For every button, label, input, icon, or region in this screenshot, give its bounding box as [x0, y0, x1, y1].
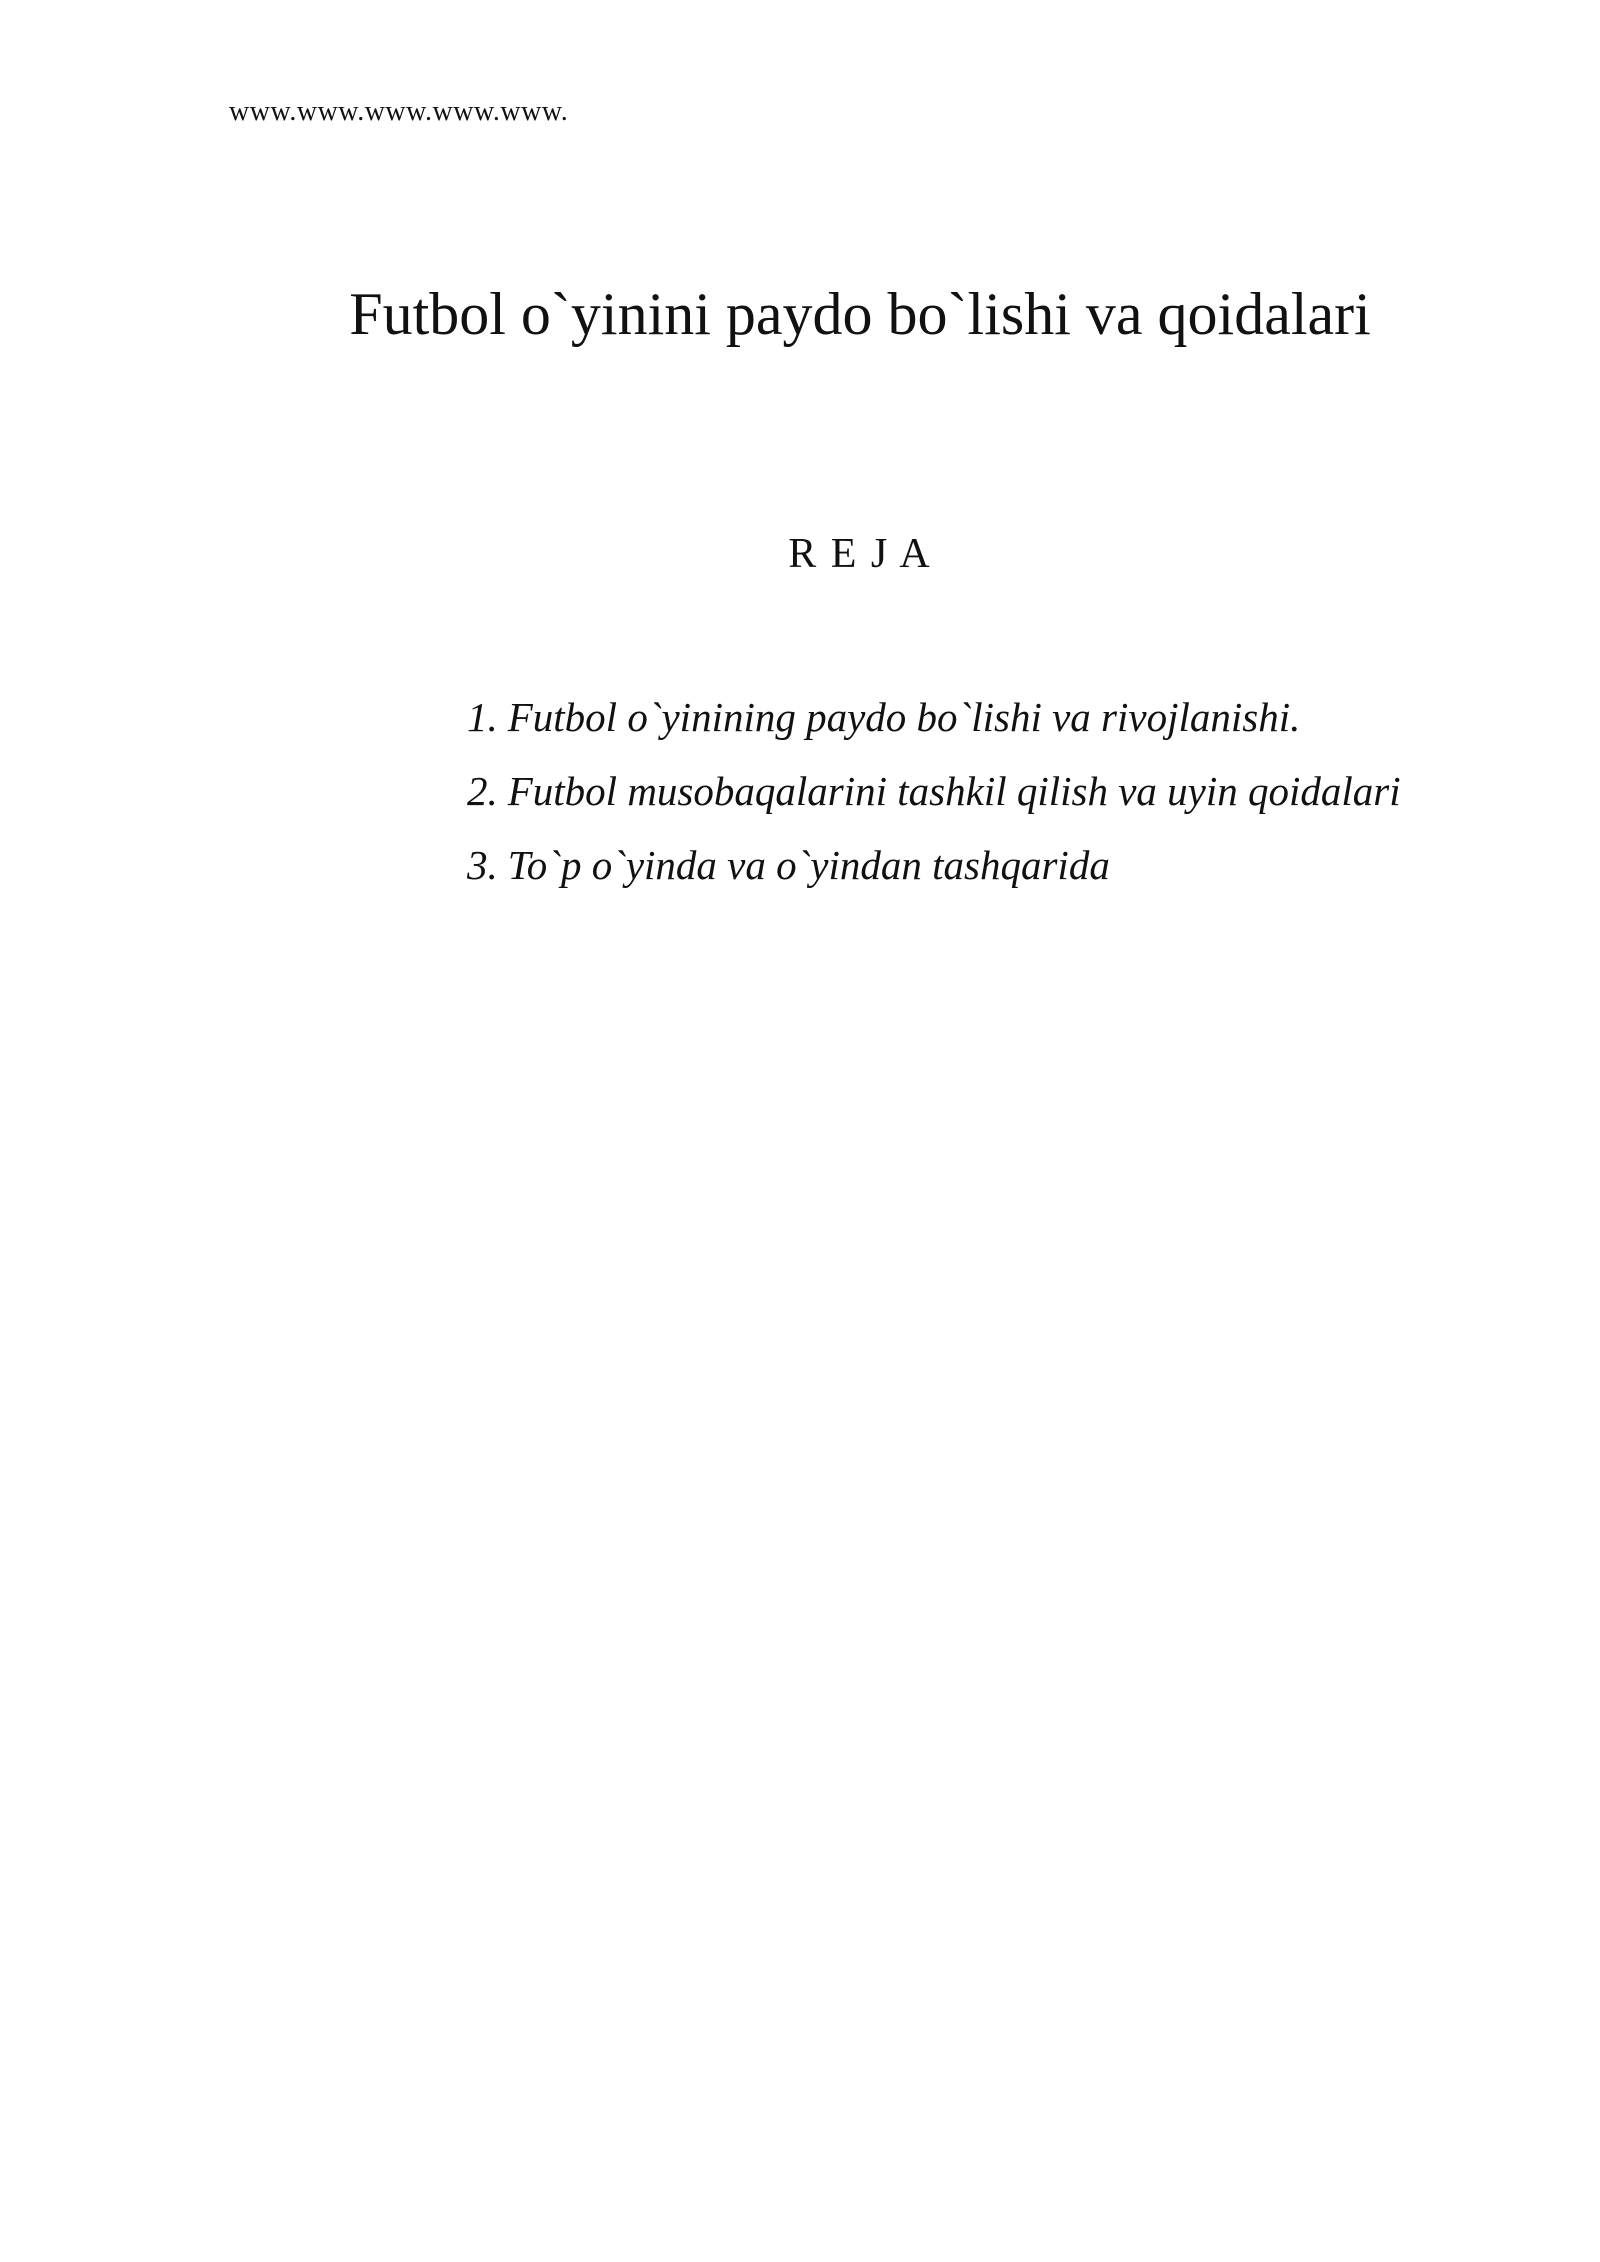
plan-item-text: To`p o`yinda va o`yindan tashqarida: [507, 842, 1110, 888]
plan-item-number: 1.: [467, 694, 498, 740]
plan-item-text: Futbol o`yinining paydo bo`lishi va rivojlanishi.: [507, 694, 1301, 740]
document-title: Futbol o`yinini paydo bo`lishi va qoidalari: [349, 281, 1371, 347]
plan-item: [467, 828, 1401, 902]
plan-item: [467, 754, 1401, 828]
plan-list: [467, 680, 1401, 902]
plan-item: [467, 680, 1401, 754]
plan-item-number: 3.: [467, 842, 498, 888]
plan-item-text: Futbol musobaqalarini tashkil qilish va uyin qoidalari: [507, 768, 1401, 814]
plan-item-number: 2.: [467, 768, 498, 814]
plan-heading: R E J A: [788, 531, 932, 577]
header-url: www.www.www.www.www.: [229, 96, 569, 127]
